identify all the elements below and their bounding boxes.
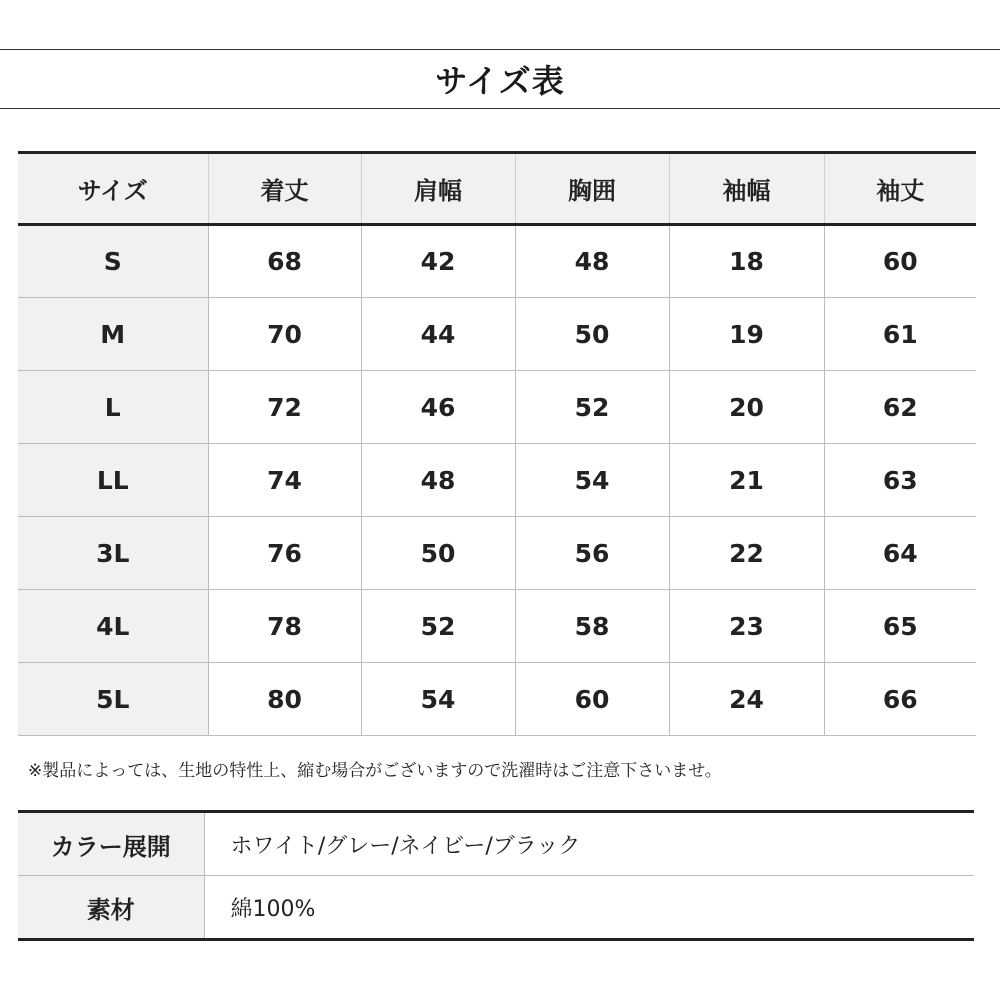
cell-sleeve-length: 61 [824, 298, 976, 371]
page-title: サイズ表 [435, 62, 565, 100]
header-chest: 胸囲 [515, 153, 669, 225]
color-value: ホワイト/グレー/ネイビー/ブラック [204, 812, 974, 876]
material-label: 素材 [18, 876, 204, 940]
table-row [18, 298, 976, 371]
cell-shoulder-width: 48 [361, 444, 515, 517]
cell-chest: 52 [515, 371, 669, 444]
table-row [18, 444, 976, 517]
cell-shoulder-width: 54 [361, 663, 515, 736]
cell-sleeve-width: 21 [669, 444, 824, 517]
header-shoulder-width: 肩幅 [361, 153, 515, 225]
material-value: 綿100% [204, 876, 974, 940]
cell-chest: 58 [515, 590, 669, 663]
cell-size: S [18, 225, 208, 298]
header-sleeve-length: 袖丈 [824, 153, 976, 225]
cell-sleeve-width: 19 [669, 298, 824, 371]
cell-size: M [18, 298, 208, 371]
cell-shoulder-width: 42 [361, 225, 515, 298]
table-row [18, 663, 976, 736]
header-sleeve-width: 袖幅 [669, 153, 824, 225]
cell-size: LL [18, 444, 208, 517]
cell-shoulder-width: 52 [361, 590, 515, 663]
cell-length: 70 [208, 298, 361, 371]
cell-shoulder-width: 44 [361, 298, 515, 371]
cell-chest: 48 [515, 225, 669, 298]
cell-sleeve-width: 18 [669, 225, 824, 298]
cell-shoulder-width: 50 [361, 517, 515, 590]
cell-length: 72 [208, 371, 361, 444]
cell-sleeve-length: 64 [824, 517, 976, 590]
product-info-table [18, 810, 974, 941]
cell-length: 74 [208, 444, 361, 517]
care-note: ※製品によっては、生地の特性上、縮む場合がございますので洗濯時はご注意下さいませ。 [28, 761, 722, 781]
cell-chest: 50 [515, 298, 669, 371]
cell-sleeve-width: 20 [669, 371, 824, 444]
table-row [18, 590, 976, 663]
size-table-header-row [18, 153, 976, 225]
cell-chest: 60 [515, 663, 669, 736]
cell-length: 80 [208, 663, 361, 736]
table-row [18, 517, 976, 590]
cell-size: 3L [18, 517, 208, 590]
table-row [18, 371, 976, 444]
cell-sleeve-length: 66 [824, 663, 976, 736]
cell-sleeve-length: 62 [824, 371, 976, 444]
cell-size: 4L [18, 590, 208, 663]
header-size: サイズ [18, 153, 208, 225]
cell-sleeve-length: 65 [824, 590, 976, 663]
cell-chest: 56 [515, 517, 669, 590]
title-bar [0, 49, 1000, 109]
cell-sleeve-width: 23 [669, 590, 824, 663]
header-length: 着丈 [208, 153, 361, 225]
cell-length: 76 [208, 517, 361, 590]
cell-sleeve-width: 22 [669, 517, 824, 590]
color-row [18, 812, 974, 876]
material-row [18, 876, 974, 940]
cell-sleeve-length: 63 [824, 444, 976, 517]
color-label: カラー展開 [18, 812, 204, 876]
cell-length: 68 [208, 225, 361, 298]
size-table-body [18, 225, 976, 736]
cell-sleeve-width: 24 [669, 663, 824, 736]
cell-chest: 54 [515, 444, 669, 517]
cell-size: L [18, 371, 208, 444]
cell-sleeve-length: 60 [824, 225, 976, 298]
size-table [18, 151, 976, 736]
cell-shoulder-width: 46 [361, 371, 515, 444]
table-row [18, 225, 976, 298]
cell-size: 5L [18, 663, 208, 736]
cell-length: 78 [208, 590, 361, 663]
